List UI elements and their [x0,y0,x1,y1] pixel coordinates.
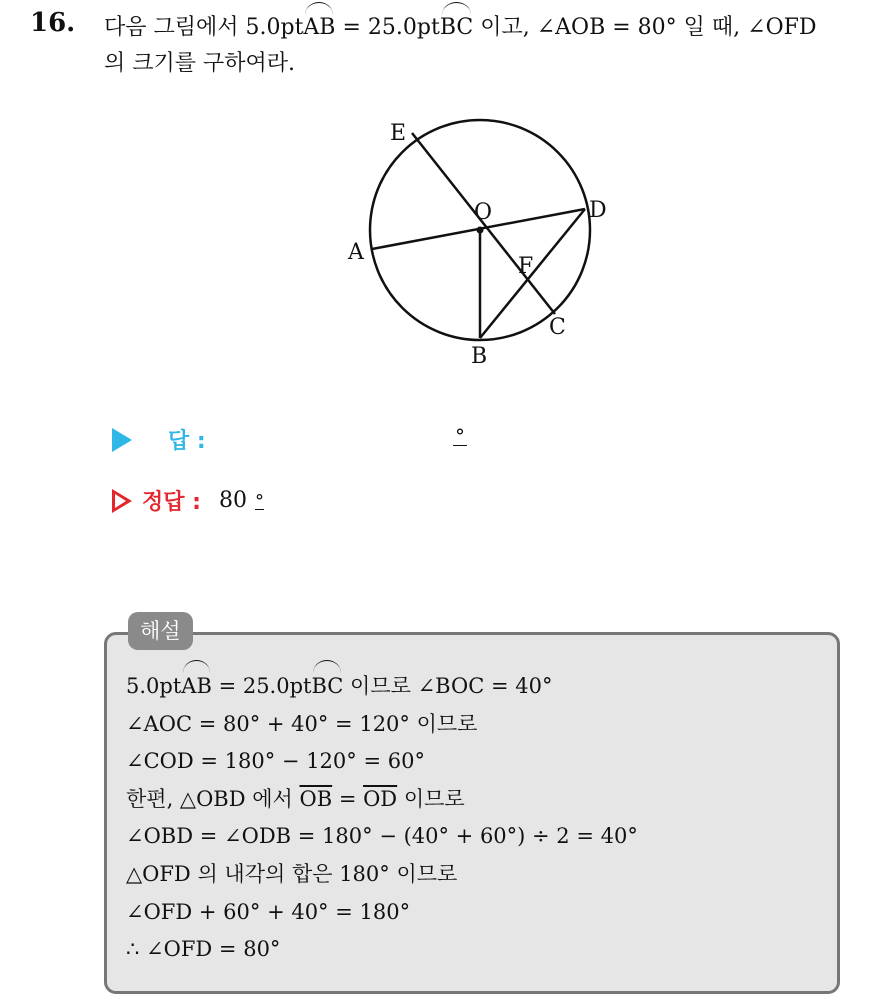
key-unit: ° [254,491,264,512]
solution-line-1 [126,668,638,706]
label-f: F [518,254,534,279]
answer-unit: ° [455,424,465,448]
solution-line-6: △OFD 의 내각의 합은 180° 이므로 [126,861,458,886]
question-number: 16. [30,8,76,38]
key-row [112,485,264,516]
question-line-2: 의 크기를 구하여라. [104,51,295,76]
answer-blank[interactable] [453,424,467,448]
question-line-1 [104,10,874,46]
circle-figure [330,110,630,380]
center-point [477,227,484,234]
solution-line-8: ∴ ∠OFD = 80° [126,937,281,962]
segment-od-label: $\overline{OD}$ [363,786,398,811]
solution-text-part: = 25.0pt [211,674,312,698]
question-text-part: 다음 그림에서 5.0pt [104,15,304,40]
label-c: C [549,315,566,340]
solution-tab: 해설 [128,612,193,650]
solution-line-5: ∠OBD = ∠ODB = 180° − (40° + 60°) ÷ 2 = 40° [126,824,638,849]
label-d: D [589,198,607,223]
solution-line-4 [126,781,638,819]
question-text-part: = 25.0pt [335,15,440,40]
arc-ab: AB [303,10,335,46]
solution-text-part: 이므로 [397,786,465,811]
key-label: 정답 : [142,490,201,515]
solution-lines [126,668,638,969]
answer-arrow-icon [112,428,132,452]
question-text-part: 이고, ∠AOB = 80° 일 때, ∠OFD [473,15,817,40]
solution-text-part: 5.0pt [126,674,182,698]
key-value: 80 [218,488,247,513]
solution-line-2: ∠AOC = 80° + 40° = 120° 이므로 [126,711,478,736]
arc-bc: BC [311,668,343,706]
segment-ob-label: $\overline{OB}$ [299,786,333,811]
label-a: A [348,240,364,265]
answer-label: 답 : [168,429,206,454]
label-e: E [390,121,407,146]
label-o: O [474,200,493,225]
solution-text-part: 이므로 ∠BOC = 40° [343,674,553,698]
solution-line-3: ∠COD = 180° − 120° = 60° [126,749,425,774]
answer-row [112,424,206,455]
key-value-wrap [219,488,264,513]
solution-text-part: 한편, △OBD 에서 [126,786,300,811]
arc-bc: BC [440,10,473,46]
question-text [104,10,874,82]
label-b: B [471,344,488,369]
key-arrow-icon [112,489,132,513]
arc-ab: AB [181,668,212,706]
solution-text-part: = [332,786,364,811]
solution-line-7: ∠OFD + 60° + 40° = 180° [126,899,411,924]
